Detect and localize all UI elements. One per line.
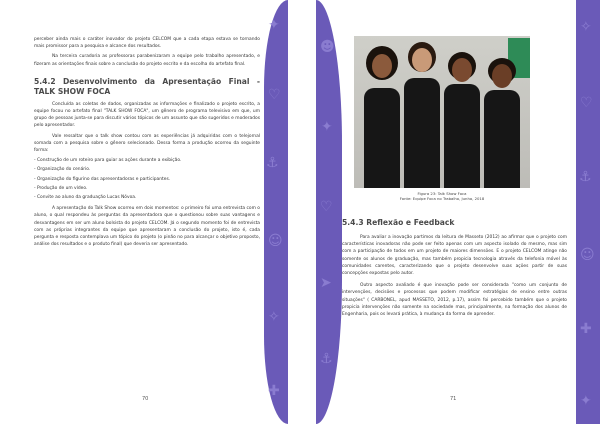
paragraph: perceber ainda mais o caráter inovador do projeto CELCOM que a cada etapa estava se tornando mais promissor para a pesquisa e alcance dos resultados.: [34, 37, 260, 50]
right-edge-band: [576, 0, 600, 424]
left-decorative-band: [264, 0, 288, 424]
paragraph: Na terceira curadoria as professoras parabenizaram a equipe pelo trabalho apresentado, e fizeram as orientações finais sobre a conclusão do projeto escrito e da escolha do artefato final.: [34, 54, 260, 67]
figure-title: Figura 23: Talk Show Foca: [417, 191, 467, 196]
list-item: - Construção de um roteiro para guiar as ações durante a exibição.: [34, 158, 182, 164]
face-icon: ☺: [580, 247, 595, 263]
heart-icon: ♡: [320, 199, 333, 215]
heart-icon: ♡: [268, 87, 281, 103]
arrow-icon: ➤: [320, 275, 332, 291]
paragraph: Vale ressaltar que o talk show contou com as experiências já adquiridas com o telejornal somada com a pesquisa sobre o gênero selecionado. Dessa forma a produção ocorreu da seguinte forma:: [34, 133, 260, 154]
page-number: 71: [450, 396, 457, 402]
paragraph: Para avaliar a inovação partimos da leitura de Masseto (2012) ao afirmar que o projeto com características inovadoras não pode ser feito apenas com um aspecto isolado do mesmo, mas sim com a participação de todos em um projeto de maiores dimensões. E o projeto CELCOM atinge não somente os alunos de graduação, mas também propicia tecnologia através da telefonia móvel às comunidades carentes, caracterizando que o projeto desenvolve suas ações partir de suas concepções expostas pelo autor.: [342, 235, 567, 277]
list-item: - Organização do cenário.: [34, 167, 91, 173]
list-item: - Produção de um vídeo.: [34, 185, 88, 191]
paragraph: Concluída as coletas de dados, organizadas as informações e finalizado o projeto escrito, a equipe focou no artefato final "TALK SHOW FOCA", um gênero de programa televisivo em que, um grupo de pessoas junta-se para discutir vários tópicos de um assunto que são sugeridos e moderados pelo apresentador.: [34, 101, 260, 129]
list-item: - Organização do figurino das apresentadoras e participantes.: [34, 176, 171, 182]
anchor-icon: ⚓: [579, 169, 592, 185]
figure-photo: [354, 36, 530, 188]
star-icon: ✧: [268, 309, 280, 325]
paragraph: Outro aspecto avaliado é que inovação pode ser considerada "como um conjunto de intervenções, decisões e processos que podem modificar estratégias de ensino entre outras situações" ( CARBONEL, apud MASSETO, 2012, p.17), assim foi percebido também que o projeto propicia intervenções não somente na sociedade mas, principalmente, na formação dos alunos de Engenharia, pois os levará prática, à mudança da forma de aprender.: [342, 283, 567, 318]
section-heading: 5.4.2 Desenvolvimento da Apresentação Final - TALK SHOW FOCA: [34, 76, 260, 96]
list-item: - Convite ao aluno da graduação Lucas Nóvoa.: [34, 195, 137, 201]
figure-source: Fonte: Equipe Foca no Trabalho, Junho, 2018: [399, 196, 485, 201]
section-heading: 5.4.3 Reflexão e Feedback: [342, 218, 455, 227]
left-page-body: [34, 36, 260, 248]
cross-icon: ✚: [268, 383, 280, 399]
figure-caption: [344, 191, 540, 201]
heart-icon: ♡: [580, 95, 593, 111]
star-icon: ✦: [268, 17, 280, 33]
right-page-body: [342, 218, 567, 318]
anchor-icon: ⚓: [266, 155, 279, 171]
cross-icon: ✚: [580, 321, 592, 337]
paragraph: A apresentação do Talk Show ocorreu em dois momentos: o primeiro foi uma entrevista com o aluno, o qual respondeu às perguntas da apresentadora que o questionou sobre suas vantagens e desvantagens em ser um aluno bolsista do projeto CELCOM. Já o segundo momento foi de entrevista com as próprias integrantes da equipe que apresentaram a conclusão do projeto, isto é, cada pergunta e resposta contemplava um tópico do projeto (o pinão no para alcançar o objetivo proposto, análise dos resultados e o produto final) que deveria ser apresentado.: [34, 206, 260, 248]
face-icon: ☻: [320, 39, 335, 55]
star-icon: ✦: [580, 393, 592, 409]
page-number: 70: [142, 396, 149, 402]
production-list: [34, 157, 260, 201]
star-icon: ✦: [321, 119, 333, 135]
face-icon: ☺: [268, 233, 283, 249]
star-icon: ✧: [580, 19, 592, 35]
anchor-icon: ⚓: [320, 351, 333, 367]
